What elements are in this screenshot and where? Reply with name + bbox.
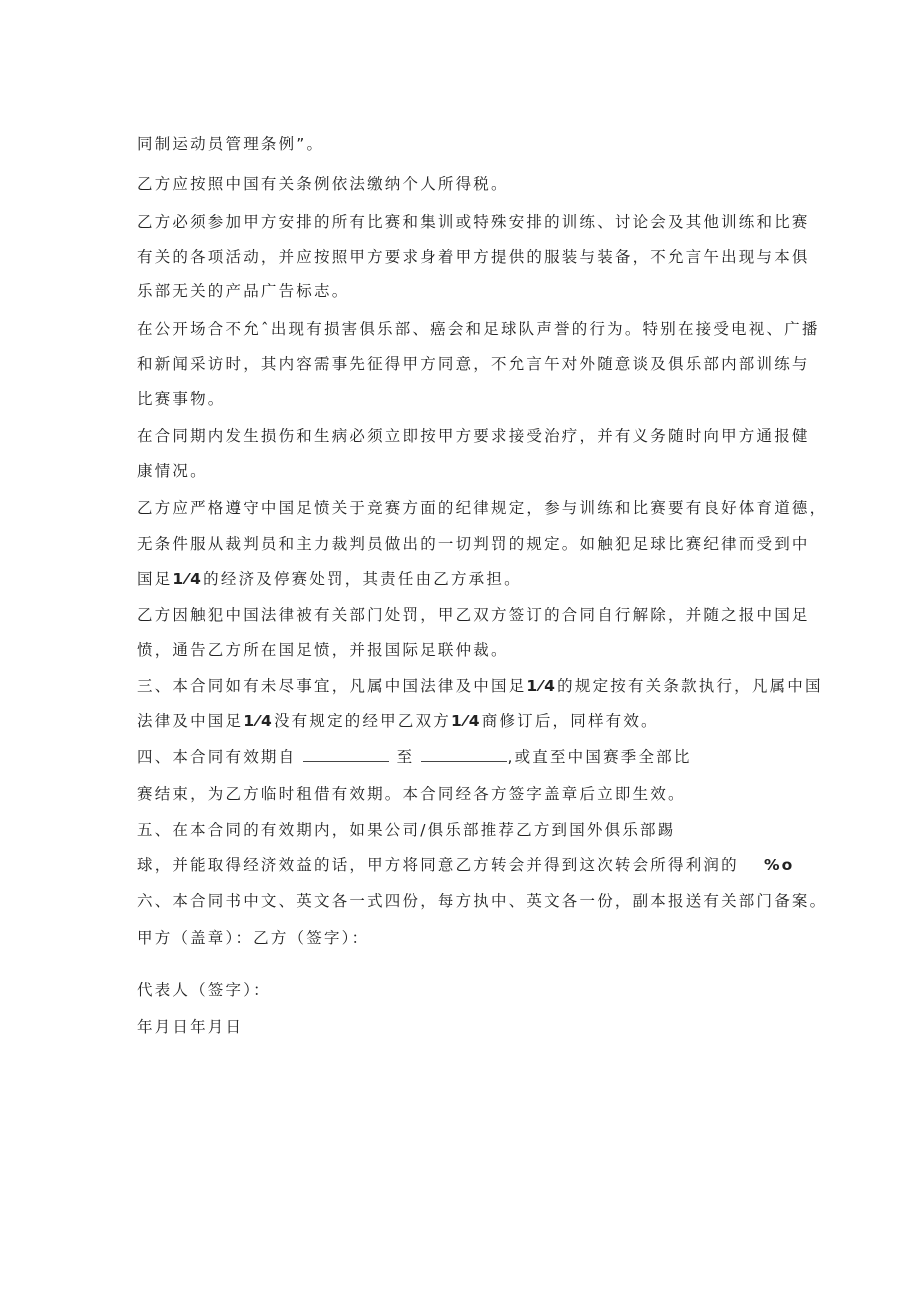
text-segment-bold: 1⁄4 [450,712,482,730]
blank-field [303,747,389,762]
text-line: 同制运动员管理条例”。 [137,135,325,153]
text-line: 愤，通告乙方所在国足愤，并报国际足联仲裁。 [137,641,509,659]
text-line: 在合同期内发生损伤和生病必须立即按甲方要求接受治疗，并有义务随时向甲方通报健 [137,427,810,445]
text-line: 代表人（签字）： [137,981,271,999]
text-line: 乐部无关的产品广告标志。 [137,282,350,300]
text-line: 乙方必须参加甲方安排的所有比赛和集训或特殊安排的训练、讨论会及其他训练和比赛 [137,213,810,231]
text-line [137,569,522,589]
text-line: 年月日年月日 [137,1018,244,1036]
text-line: 乙方应按照中国有关条例依法缴纳个人所得税。 [137,175,509,193]
text-line: 乙方因触犯中国法律被有关部门处罚，甲乙双方签订的合同自行解除，并随之报中国足 [137,606,810,624]
text-line: 乙方应严格遵守中国足愤关于竞赛方面的纪律规定，参与训练和比赛要有良好体育道德， [137,499,828,517]
text-line: 在公开场合不允ˆ出现有损害俱乐部、癌会和足球队声誉的行为。特别在接受电视、广播 [137,320,820,338]
text-line: 六、本合同书中文、英文各一式四份，每方执中、英文各一份，副本报送有关部门备案。 [137,892,828,910]
text-segment: 的规定按有关条款执行，凡属中国 [557,677,823,695]
text-segment-bold: 1⁄4 [526,677,558,695]
text-line: 甲方（盖章）：乙方（签字）： [137,929,370,947]
text-segment: 四、本合同有效期自 [137,748,297,766]
blank-field [421,747,507,762]
text-segment: 球，并能取得经济效益的话，甲方将同意乙方转会并得到这次转会所得利润的 [137,856,739,874]
text-line: 有关的各项活动，并应按照甲方要求身着甲方提供的服装与装备，不允言午出现与本俱 [137,248,810,266]
text-line: 康情况。 [137,462,208,480]
text-line: 赛结束，为乙方临时租借有效期。本合同经各方签字盖章后立即生效。 [137,785,686,803]
text-line: 和新闻采访时，其内容需事先征得甲方同意，不允言午对外随意谈及俱乐部内部训练与 [137,355,810,373]
text-line: 五、在本合同的有效期内，如果公司/俱乐部推荐乙方到国外俱乐部踢 [137,821,676,839]
text-segment: 国足 [137,570,173,588]
text-segment: ,或直至中国赛季全部比 [507,748,692,766]
text-line: 比赛事物。 [137,390,226,408]
text-line [137,855,795,875]
text-segment: 的经济及停赛处罚，其责任由乙方承担。 [203,570,522,588]
text-segment: 法律及中国足 [137,712,244,730]
text-line: 无条件服从裁判员和主力裁判员做出的一切判罚的规定。如触犯足球比赛纪律而受到中 [137,535,810,553]
text-segment: 商修订后，同样有效。 [481,712,659,730]
text-segment-bold: 1⁄4 [243,712,274,730]
text-segment-bold: %o [763,856,795,874]
text-line [137,747,692,767]
text-segment-bold: 1⁄4 [172,570,204,588]
text-segment: 没有规定的经甲乙双方 [273,712,451,730]
text-line [137,676,823,696]
text-segment: 至 [396,748,415,766]
text-line [137,711,659,731]
text-segment: 三、本合同如有未尽事宜，凡属中国法律及中国足 [137,677,527,695]
